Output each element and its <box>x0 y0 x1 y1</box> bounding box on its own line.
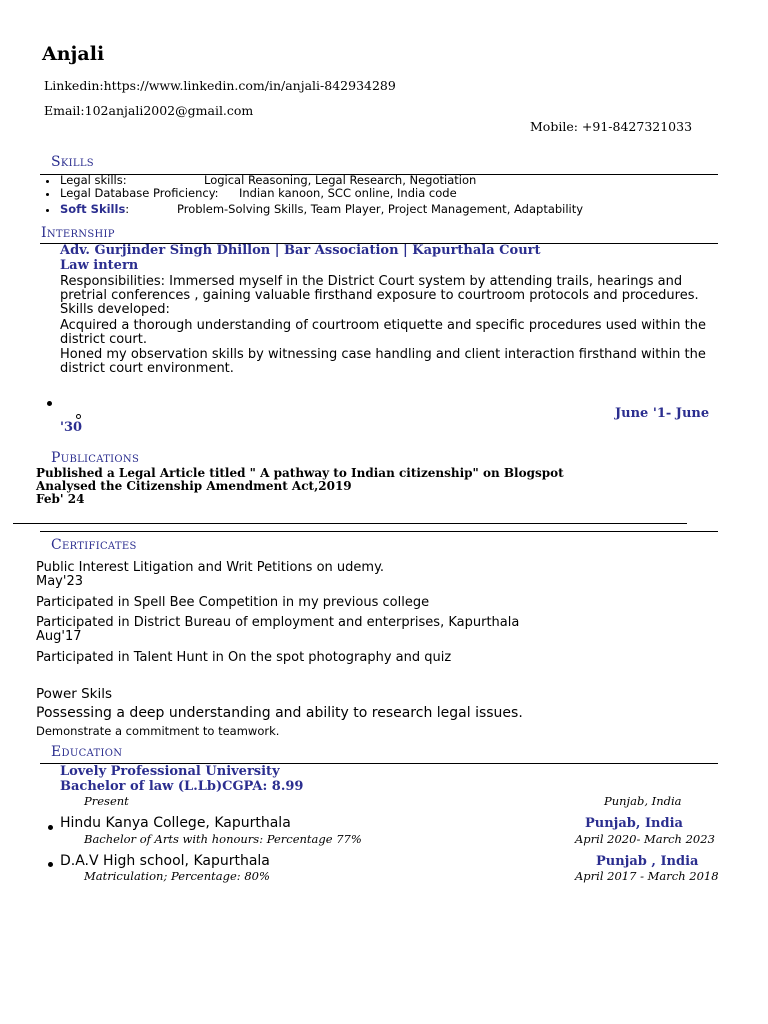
education-detail: Present <box>84 794 129 808</box>
education-school: Lovely Professional University <box>60 764 280 779</box>
skill-label-database: Legal Database Proficiency: <box>60 186 219 200</box>
skill-value-database: Indian kanoon, SCC online, India code <box>239 186 457 200</box>
section-divider <box>13 523 687 524</box>
certificate-date: Aug'17 <box>36 629 82 644</box>
education-location: Punjab, India <box>604 794 682 808</box>
skill-label-soft <box>60 202 129 216</box>
skills-section-title: Skills <box>51 154 94 170</box>
publication-date: Feb' 24 <box>36 492 85 506</box>
certificate-date: May'23 <box>36 574 83 589</box>
internship-date: June '1- June <box>615 406 710 421</box>
bullet-icon <box>47 401 52 406</box>
internship-line: pretrial conferences , gaining valuable firsthand exposure to courtroom protocols and procedures. <box>60 288 699 303</box>
education-degree: Bachelor of law (L.Lb)CGPA: 8.99 <box>60 779 304 794</box>
power-skills-title: Power Skils <box>36 686 113 702</box>
education-school: Hindu Kanya College, Kapurthala <box>60 815 291 831</box>
education-dates: April 2020- March 2023 <box>575 832 715 846</box>
certificate-item: Participated in Talent Hunt in On the spot photography and quiz <box>36 650 452 665</box>
soft-skills-colon: : <box>125 202 130 216</box>
internship-date-continued: '30 <box>60 420 83 435</box>
bullet-icon <box>46 180 49 183</box>
bullet-icon <box>46 193 49 196</box>
education-section-title: Education <box>51 744 123 760</box>
publications-section-title: Publications <box>51 450 140 466</box>
education-detail: Bachelor of Arts with honours: Percentage 77% <box>84 832 362 846</box>
certificate-item: Public Interest Litigation and Writ Petitions on udemy. <box>36 560 385 575</box>
candidate-name: Anjali <box>42 43 105 65</box>
internship-section-title: Internship <box>41 225 115 241</box>
linkedin-text[interactable]: Linkedin:https://www.linkedin.com/in/anjali-842934289 <box>44 78 396 93</box>
certificates-divider <box>40 531 718 532</box>
power-skills-line: Demonstrate a commitment to teamwork. <box>36 724 280 738</box>
internship-line: Skills developed: <box>60 302 170 317</box>
education-school: D.A.V High school, Kapurthala <box>60 853 270 869</box>
soft-skills-label: Soft Skills <box>60 202 126 216</box>
internship-line: Acquired a thorough understanding of courtroom etiquette and specific procedures used within the <box>60 318 706 333</box>
skill-value-legal: Logical Reasoning, Legal Research, Negotiation <box>204 173 477 187</box>
internship-organization: Adv. Gurjinder Singh Dhillon | Bar Association | Kapurthala Court <box>60 243 541 258</box>
mobile-text: Mobile: +91-8427321033 <box>530 119 693 134</box>
certificates-section-title: Certificates <box>51 537 137 553</box>
education-detail: Matriculation; Percentage: 80% <box>84 869 270 883</box>
email-text[interactable]: Email:102anjali2002@gmail.com <box>44 103 254 118</box>
power-skills-line: Possessing a deep understanding and ability to research legal issues. <box>36 705 523 721</box>
circle-bullet-icon <box>76 414 81 419</box>
internship-line: district court environment. <box>60 361 234 376</box>
education-location: Punjab , India <box>596 854 699 869</box>
publication-line: Published a Legal Article titled " A pathway to Indian citizenship" on Blogspot <box>36 466 564 480</box>
skill-label-legal: Legal skills: <box>60 173 127 187</box>
certificate-item: Participated in District Bureau of employment and enterprises, Kapurthala <box>36 615 520 630</box>
internship-line: district court. <box>60 332 147 347</box>
internship-role: Law intern <box>60 258 139 273</box>
certificate-item: Participated in Spell Bee Competition in my previous college <box>36 595 430 610</box>
publication-line: Analysed the Citizenship Amendment Act,2019 <box>36 479 352 493</box>
education-dates: April 2017 - March 2018 <box>575 869 719 883</box>
bullet-icon <box>46 209 49 212</box>
bullet-icon <box>48 862 53 867</box>
bullet-icon <box>48 825 53 830</box>
skill-value-soft: Problem-Solving Skills, Team Player, Project Management, Adaptability <box>177 202 584 216</box>
education-location: Punjab, India <box>585 816 683 831</box>
internship-line: Responsibilities: Immersed myself in the District Court system by attending trails, hearings and <box>60 274 683 289</box>
internship-line: Honed my observation skills by witnessing case handling and client interaction firsthand within the <box>60 347 706 362</box>
